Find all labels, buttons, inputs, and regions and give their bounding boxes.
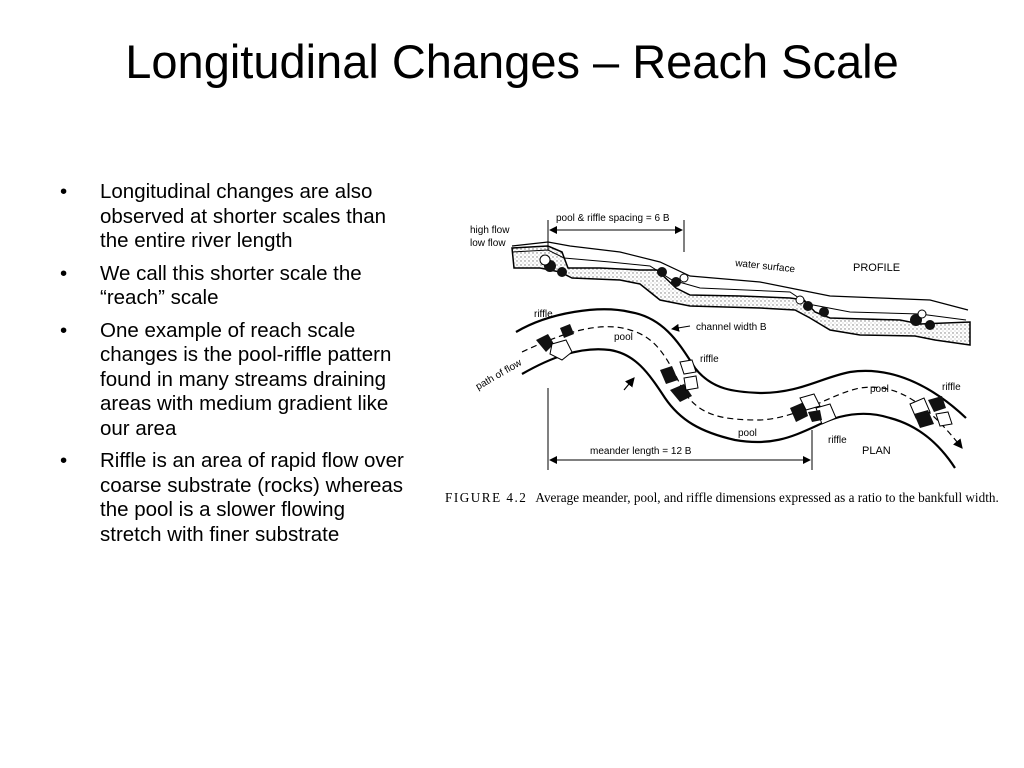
bullet-symbol: • (60, 449, 68, 472)
slide-title: Longitudinal Changes – Reach Scale (125, 35, 899, 88)
label-water-surface: water surface (734, 258, 796, 276)
figure-caption-text: Average meander, pool, and riffle dimensions expressed as a ratio to the bankfull width. (535, 490, 999, 505)
pool-riffle-figure (440, 196, 1000, 496)
bullet-symbol: • (60, 180, 68, 203)
bullet-item (58, 180, 408, 254)
channel-width-arrow (672, 326, 690, 329)
bullet-text: Riffle is an area of rapid flow over coarse substrate (rocks) whereas the pool is a slower flowing stretch with finer substrate (100, 449, 404, 546)
bullet-text: One example of reach scale changes is the pool-riffle pattern found in many streams draining areas with medium gradient like our area (100, 318, 392, 440)
label-path-of-flow: path of flow (474, 357, 524, 393)
label-meander-length: meander length = 12 B (590, 446, 692, 457)
riffle-rock-cluster (536, 324, 574, 360)
label-plan: PLAN (862, 445, 891, 457)
label-pool: pool (870, 384, 889, 395)
label-pool: pool (614, 332, 633, 343)
bullet-list (58, 180, 408, 555)
label-high-flow: high flow (470, 225, 510, 236)
label-riffle: riffle (942, 382, 961, 393)
bullet-item (58, 262, 408, 311)
label-spacing: pool & riffle spacing = 6 B (556, 213, 670, 224)
label-riffle: riffle (534, 309, 553, 320)
label-channel-width: channel width B (696, 322, 767, 333)
figure-caption (445, 489, 1005, 507)
bullet-text: We call this shorter scale the “reach” scale (100, 261, 362, 309)
bullet-item (58, 319, 408, 442)
label-low-flow: low flow (470, 238, 506, 249)
label-riffle: riffle (828, 435, 847, 446)
label-riffle: riffle (700, 354, 719, 365)
label-pool: pool (738, 428, 757, 439)
bullet-text: Longitudinal changes are also observed at shorter scales than the entire river length (100, 180, 387, 252)
bullet-symbol: • (60, 261, 68, 285)
bullet-symbol: • (60, 318, 68, 342)
label-profile: PROFILE (853, 262, 901, 274)
figure-number: FIGURE 4.2 (445, 490, 528, 505)
flow-arrow (624, 378, 634, 390)
bullet-item (58, 449, 408, 547)
